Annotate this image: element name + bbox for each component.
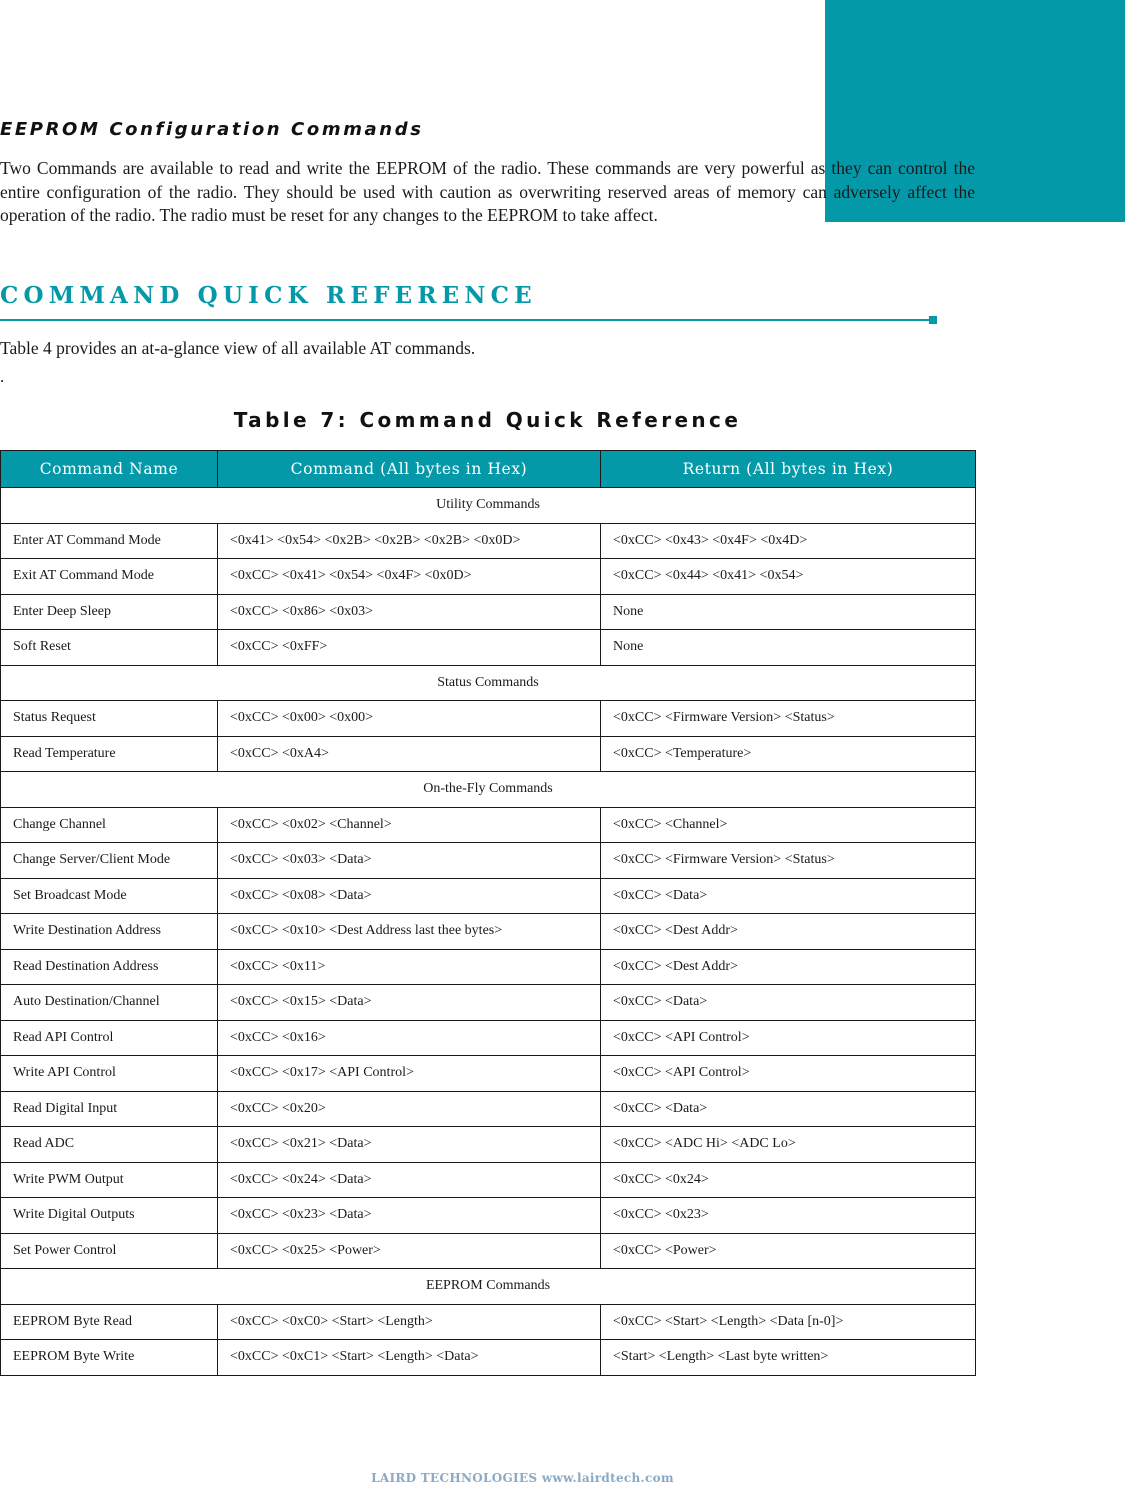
- table-row: [1, 559, 976, 595]
- table-row: [1, 736, 976, 772]
- table-row: [1, 1162, 976, 1198]
- command-bytes-cell: <0xCC> <0x25> <Power>: [218, 1233, 601, 1269]
- command-name-cell: Read Destination Address: [1, 949, 218, 985]
- command-bytes-cell: <0xCC> <0x16>: [218, 1020, 601, 1056]
- group-row: [1, 488, 976, 524]
- return-bytes-cell: <0xCC> <0x44> <0x41> <0x54>: [601, 559, 976, 595]
- table-caption: Table 7: Command Quick Reference: [233, 408, 742, 432]
- command-bytes-cell: <0xCC> <0xC1> <Start> <Length> <Data>: [218, 1340, 601, 1376]
- command-name-cell: Soft Reset: [1, 630, 218, 666]
- table-row: [1, 630, 976, 666]
- return-bytes-cell: <0xCC> <Channel>: [601, 807, 976, 843]
- command-name-cell: Write PWM Output: [1, 1162, 218, 1198]
- section-heading: EEPROM Configuration Commands: [0, 119, 424, 140]
- return-bytes-cell: None: [601, 630, 976, 666]
- command-bytes-cell: <0xCC> <0x02> <Channel>: [218, 807, 601, 843]
- command-name-cell: Change Server/Client Mode: [1, 843, 218, 879]
- command-name-cell: Enter Deep Sleep: [1, 594, 218, 630]
- command-bytes-cell: <0xCC> <0xFF>: [218, 630, 601, 666]
- table-row: [1, 1340, 976, 1376]
- command-bytes-cell: <0xCC> <0x17> <API Control>: [218, 1056, 601, 1092]
- return-bytes-cell: <0xCC> <Temperature>: [601, 736, 976, 772]
- table-row: [1, 594, 976, 630]
- return-bytes-cell: <0xCC> <Start> <Length> <Data [n-0]>: [601, 1304, 976, 1340]
- command-bytes-cell: <0xCC> <0x08> <Data>: [218, 878, 601, 914]
- return-bytes-cell: <0xCC> <ADC Hi> <ADC Lo>: [601, 1127, 976, 1163]
- reference-heading: COMMAND QUICK REFERENCE: [0, 282, 537, 309]
- header-command-name: Command Name: [1, 451, 218, 488]
- return-bytes-cell: <0xCC> <Dest Addr>: [601, 949, 976, 985]
- table-row: [1, 878, 976, 914]
- command-name-cell: Write Digital Outputs: [1, 1198, 218, 1234]
- group-title: Utility Commands: [1, 488, 976, 524]
- table-row: [1, 807, 976, 843]
- command-name-cell: Status Request: [1, 701, 218, 737]
- heading-rule-end-square: [929, 316, 937, 324]
- heading-rule: [0, 319, 930, 321]
- command-bytes-cell: <0xCC> <0xA4>: [218, 736, 601, 772]
- table-row: [1, 1127, 976, 1163]
- command-name-cell: Read Digital Input: [1, 1091, 218, 1127]
- command-name-cell: Auto Destination/Channel: [1, 985, 218, 1021]
- group-title: Status Commands: [1, 665, 976, 701]
- command-bytes-cell: <0xCC> <0x11>: [218, 949, 601, 985]
- command-bytes-cell: <0xCC> <0x15> <Data>: [218, 985, 601, 1021]
- table-row: [1, 701, 976, 737]
- table-row: [1, 1233, 976, 1269]
- command-name-cell: Read Temperature: [1, 736, 218, 772]
- command-name-cell: Exit AT Command Mode: [1, 559, 218, 595]
- return-bytes-cell: <0xCC> <0x24>: [601, 1162, 976, 1198]
- command-bytes-cell: <0x41> <0x54> <0x2B> <0x2B> <0x2B> <0x0D>: [218, 523, 601, 559]
- group-row: [1, 1269, 976, 1305]
- command-bytes-cell: <0xCC> <0x10> <Dest Address last thee bytes>: [218, 914, 601, 950]
- return-bytes-cell: None: [601, 594, 976, 630]
- return-bytes-cell: <0xCC> <0x23>: [601, 1198, 976, 1234]
- table-row: [1, 1304, 976, 1340]
- table-row: [1, 1020, 976, 1056]
- return-bytes-cell: <0xCC> <0x43> <0x4F> <0x4D>: [601, 523, 976, 559]
- command-bytes-cell: <0xCC> <0x03> <Data>: [218, 843, 601, 879]
- command-bytes-cell: <0xCC> <0x24> <Data>: [218, 1162, 601, 1198]
- command-name-cell: Change Channel: [1, 807, 218, 843]
- command-name-cell: Write Destination Address: [1, 914, 218, 950]
- table-header-row: [1, 451, 976, 488]
- command-bytes-cell: <0xCC> <0xC0> <Start> <Length>: [218, 1304, 601, 1340]
- command-bytes-cell: <0xCC> <0x86> <0x03>: [218, 594, 601, 630]
- reference-intro: Table 4 provides an at-a-glance view of all available AT commands.: [0, 338, 476, 358]
- table-row: [1, 523, 976, 559]
- return-bytes-cell: <0xCC> <API Control>: [601, 1020, 976, 1056]
- table-row: [1, 985, 976, 1021]
- return-bytes-cell: <0xCC> <Firmware Version> <Status>: [601, 843, 976, 879]
- group-row: [1, 665, 976, 701]
- command-bytes-cell: <0xCC> <0x00> <0x00>: [218, 701, 601, 737]
- group-title: On-the-Fly Commands: [1, 772, 976, 808]
- table-row: [1, 1198, 976, 1234]
- command-bytes-cell: <0xCC> <0x41> <0x54> <0x4F> <0x0D>: [218, 559, 601, 595]
- group-title: EEPROM Commands: [1, 1269, 976, 1305]
- return-bytes-cell: <0xCC> <Dest Addr>: [601, 914, 976, 950]
- command-name-cell: Set Broadcast Mode: [1, 878, 218, 914]
- table-row: [1, 843, 976, 879]
- command-name-cell: Read API Control: [1, 1020, 218, 1056]
- command-name-cell: Read ADC: [1, 1127, 218, 1163]
- header-return-bytes: Return (All bytes in Hex): [601, 451, 976, 488]
- return-bytes-cell: <Start> <Length> <Last byte written>: [601, 1340, 976, 1376]
- command-name-cell: Set Power Control: [1, 1233, 218, 1269]
- return-bytes-cell: <0xCC> <Power>: [601, 1233, 976, 1269]
- return-bytes-cell: <0xCC> <Data>: [601, 878, 976, 914]
- command-name-cell: EEPROM Byte Read: [1, 1304, 218, 1340]
- section-body: Two Commands are available to read and write the EEPROM of the radio. These commands are very powerful as they can control the entire configuration of the radio. They should be used with caution as overwriting reserved areas of memory can adversely affect the operation of the radio. The radio must be reset for any changes to the EEPROM to take affect.: [0, 158, 975, 225]
- footer-text: LAIRD TECHNOLOGIES www.lairdtech.com: [371, 1471, 674, 1485]
- return-bytes-cell: <0xCC> <API Control>: [601, 1056, 976, 1092]
- table-row: [1, 914, 976, 950]
- group-row: [1, 772, 976, 808]
- command-name-cell: EEPROM Byte Write: [1, 1340, 218, 1376]
- return-bytes-cell: <0xCC> <Data>: [601, 1091, 976, 1127]
- table-body: [1, 488, 976, 1376]
- command-bytes-cell: <0xCC> <0x20>: [218, 1091, 601, 1127]
- return-bytes-cell: <0xCC> <Data>: [601, 985, 976, 1021]
- command-bytes-cell: <0xCC> <0x21> <Data>: [218, 1127, 601, 1163]
- command-name-cell: Write API Control: [1, 1056, 218, 1092]
- header-command-bytes: Command (All bytes in Hex): [218, 451, 601, 488]
- return-bytes-cell: <0xCC> <Firmware Version> <Status>: [601, 701, 976, 737]
- table-row: [1, 949, 976, 985]
- command-name-cell: Enter AT Command Mode: [1, 523, 218, 559]
- stray-period: .: [0, 367, 5, 386]
- table-row: [1, 1091, 976, 1127]
- command-table: [0, 450, 976, 1376]
- command-bytes-cell: <0xCC> <0x23> <Data>: [218, 1198, 601, 1234]
- table-row: [1, 1056, 976, 1092]
